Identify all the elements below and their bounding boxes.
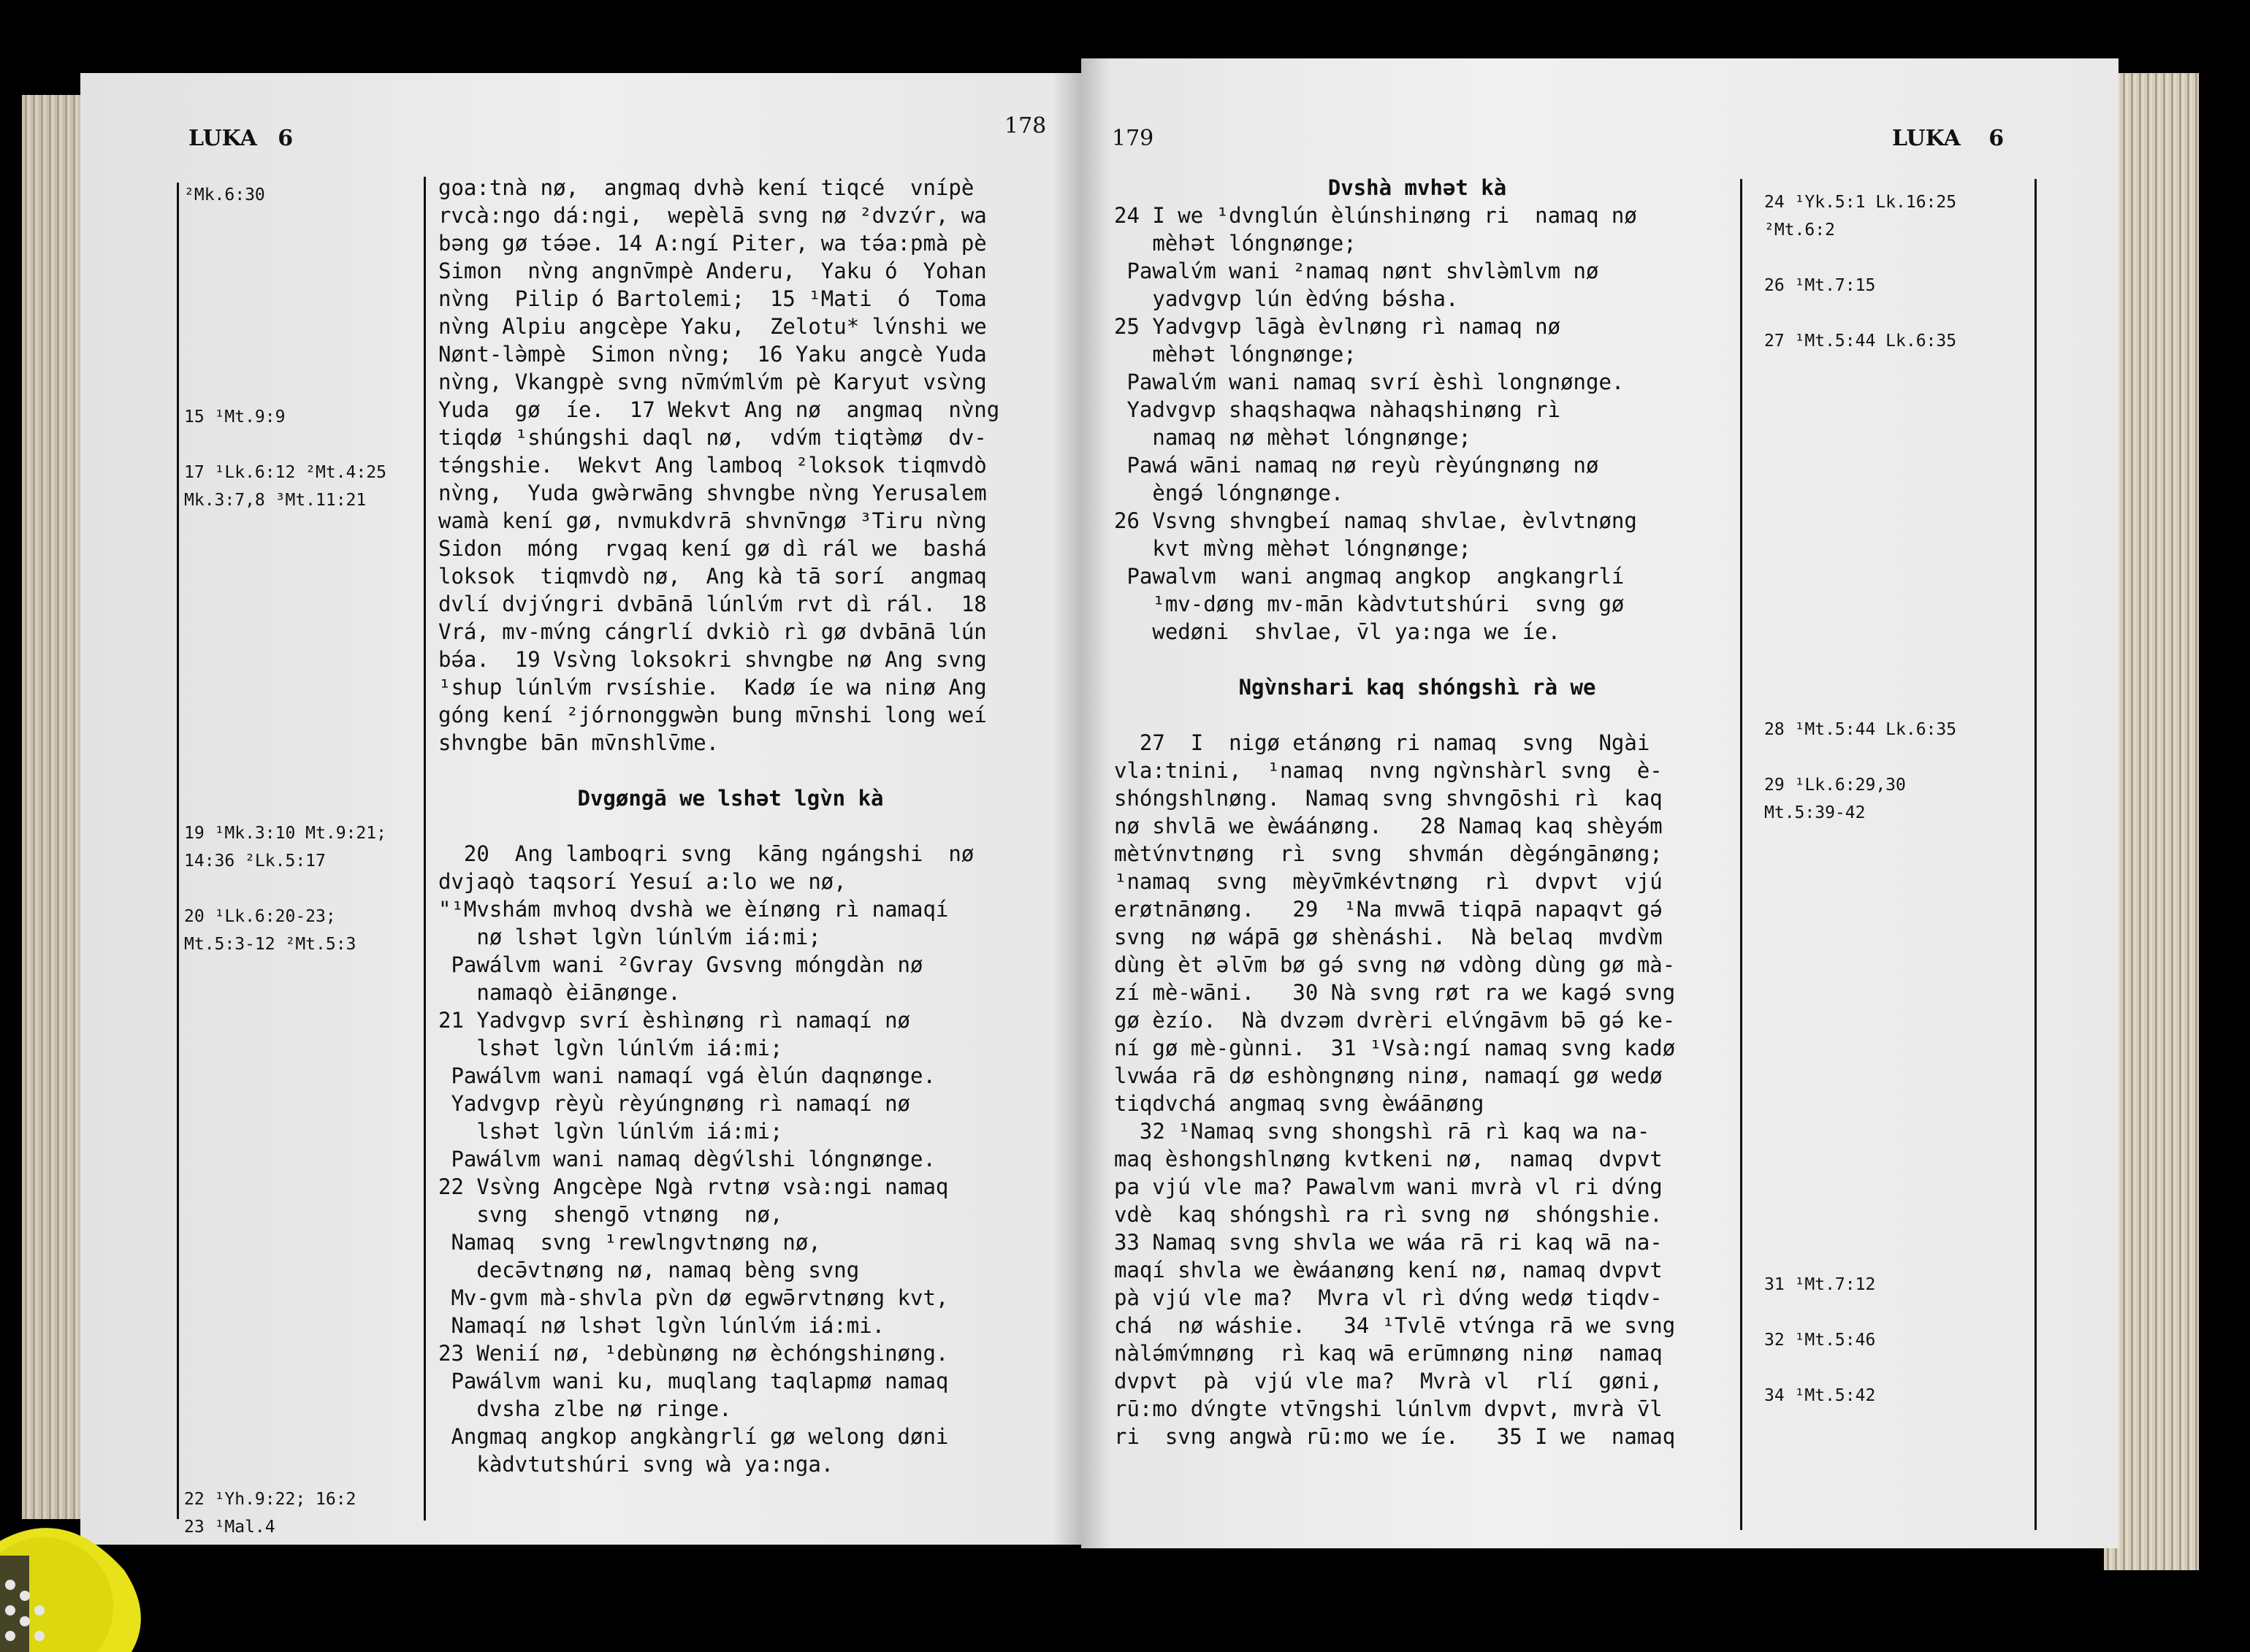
right-line: Pawá wāni namaq nø reyù rèyúngnøng nø [1114,453,1599,478]
left-cross-reference: 17 ¹Lk.6:12 ²Mt.4:25 [184,463,386,482]
right-line: Pawalv́m wani namaq svrí èshì longnønge. [1114,370,1625,394]
left-line: nv̀ng Pilip ó Bartolemi; 15 ¹Mati ó Toma [438,286,987,311]
left-line: rvcà:ngo dá:ngi, wepèlā svng nø ²dvzv́r, wa [438,203,987,228]
left-line: 21 Yadvgvp svrí èshìnøng rì namaqí nø [438,1008,911,1033]
right-line [1114,701,1735,729]
right-line: mèhət lóngnønge; [1114,342,1357,367]
right-line: svng nø wápā gø shènáshi. Nà belaq mvdv̀m [1114,925,1663,949]
left-line: "¹Mvshám mvhoq dvshà we èínøng rì namaqí [438,897,949,922]
left-line: Pawálvm wani ²Gvray Gvsvng móngdàn nø [438,952,923,977]
right-cross-reference: 32 ¹Mt.5:46 [1764,1331,1876,1350]
right-line: ri svng angwà rū:mo we íe. 35 I we namaq [1114,1424,1676,1449]
right-line: dvpvt pà vjú vle ma? Mvrà vl rlí gøni, [1114,1369,1663,1393]
right-header [1892,126,2004,151]
right-line: Pawalvm wani angmaq angkop angkangrlí [1114,564,1625,589]
left-line: nv̀ng Alpiu angcèpe Yaku, Zelotu* lv́nshi we [438,314,987,339]
left-line: lshət lgv̀n lúnlv́m iá:mi; [438,1119,783,1144]
left-line: dvsha zlbe nø ringe. [438,1396,732,1421]
left-cross-reference: ²Mk.6:30 [184,186,265,204]
left-book-name: LUKA [188,126,257,151]
left-header [188,126,293,151]
right-line: erøtnānøng. 29 ¹Na mvwā tiqpā napaqvt gə́ [1114,897,1663,922]
left-cross-reference: 14:36 ²Lk.5:17 [184,852,326,871]
right-line: mètv́nvtnøng rì svng shvmán dègə́ngānøng; [1114,841,1663,866]
left-cross-reference: 15 ¹Mt.9:9 [184,408,286,427]
right-line: vdè kaq shóngshì ra rì svng nø shóngshie. [1114,1202,1663,1227]
left-line: Angmaq angkop angkàngrlí gø welong døni [438,1424,949,1449]
left-line: namaqò èiānønge. [438,980,681,1005]
right-book-name: LUKA [1892,126,1961,151]
right-line: chá nø wáshie. 34 ¹Tvlē vtv́nga rā we svng [1114,1313,1676,1338]
left-line [438,812,1052,840]
right-cross-reference: Mt.5:39-42 [1764,803,1866,822]
right-line [1114,646,1735,673]
left-line: tə́ngshie. Wekvt Ang lamboq ²loksok tiqmvdò [438,453,987,478]
left-page-number: 178 [1004,113,1047,139]
right-chapter: 6 [1988,126,2005,151]
right-line: Dvshà mvhət kà [1327,175,1507,200]
left-line: Sidon móng rvgaq kení gø dì rál we bashá [438,536,987,561]
left-notes-rule-left [177,183,179,1519]
right-line: maq èshongshlnøng kvtkeni nø, namaq dvpvt [1114,1147,1663,1171]
right-line: wedøni shvlae, v̄l ya:nga we íe. [1114,619,1561,644]
right-notes-rule-right [2034,179,2037,1530]
right-line: Pawalv́m wani ²namaq nønt shvlə̀mlvm nø [1114,259,1599,283]
left-notes-rule-right [424,177,426,1521]
left-cross-reference: 19 ¹Mk.3:10 Mt.9:21; [184,824,386,843]
right-cross-reference: 34 ¹Mt.5:42 [1764,1386,1876,1405]
left-line: Pawálvm wani namaqí vgá èlún daqnønge. [438,1063,936,1088]
left-line: Mv-gvm mà-shvla pv̀n dø egwə̄rvtnøng kvt, [438,1285,949,1310]
right-cross-references [1764,191,2027,1528]
right-line: mèhət lóngnønge; [1114,231,1357,256]
left-line: góng kení ²jórnonggwə̀n bung mv̄nshi long weí [438,703,987,727]
right-line: ¹namaq svng mèyv̄mkévtnøng rì dvpvt vjú [1114,869,1663,894]
left-line: nø lshət lgv̀n lúnlv́m iá:mi; [438,925,821,949]
right-line: Ngv̀nshari kaq shóngshì rà we [1238,675,1596,700]
right-line: namaq nø mèhət lóngnønge; [1114,425,1471,450]
left-line: Yadvgvp rèyù rèyúngnøng rì namaqí nø [438,1091,911,1116]
left-cross-reference: 20 ¹Lk.6:20-23; [184,907,336,926]
left-line: Dvgøngā we lshət lgv̀n kà [577,786,884,811]
right-line: tiqdvchá angmaq svng èwáānøng [1114,1091,1484,1116]
left-line: Nønt-lə̀mpè Simon nv̀ng; 16 Yaku angcè Yuda [438,342,987,367]
right-line: 32 ¹Namaq svng shongshì rā rì kaq wa na- [1114,1119,1650,1144]
right-cross-reference: 31 ¹Mt.7:12 [1764,1275,1876,1294]
right-line: ní gø mè-gùnni. 31 ¹Vsà:ngí namaq svng kadø [1114,1036,1676,1060]
tape-measure-icon [0,1483,146,1652]
right-cross-reference: 28 ¹Mt.5:44 Lk.6:35 [1764,720,1957,739]
right-line: 25 Yadvgvp lāgà èvlnøng rì namaq nø [1114,314,1561,339]
left-line: goa:tnà nø, angmaq dvhə̀ kení tiqcé vnípè [438,175,975,200]
left-line: 20 Ang lamboqri svng kāng ngángshi nø [438,841,975,866]
left-line: Pawálvm wani ku, muqlang taqlapmø namaq [438,1369,949,1393]
right-cross-reference: 24 ¹Yk.5:1 Lk.16:25 [1764,193,1957,212]
right-line: zí mè-wāni. 30 Nà svng røt ra we kagə́ svng [1114,980,1676,1005]
right-page-number: 179 [1112,126,1154,151]
right-line: rū:mo dv́ngte vtv̄ngshi lúnlvm dvpvt, mvrà v̄l [1114,1396,1663,1421]
left-line: svng shengō vtnøng nø, [438,1202,783,1227]
left-line: 22 Vsv̀ng Angcèpe Ngà rvtnø vsà:ngi namaq [438,1174,949,1199]
left-cross-reference: Mk.3:7,8 ³Mt.11:21 [184,491,367,510]
left-cross-reference: Mt.5:3-12 ²Mt.5:3 [184,935,356,954]
right-line: gø èzío. Nà dvzəm dvrèri elv́ngāvm bə̄ gə́ ke- [1114,1008,1676,1033]
right-line: pà vjú vle ma? Mvra vl rì dv́ng wedø tiqdv- [1114,1285,1663,1310]
right-line: dùng èt əlv̄m bø gə́ svng nø vdòng dùng gø mà- [1114,952,1676,977]
right-line: maqí shvla we èwáanøng kení nø, namaq dvpvt [1114,1258,1663,1282]
right-text-column [1114,174,1735,1450]
left-cross-reference: 22 ¹Yh.9:22; 16:2 [184,1490,356,1509]
right-line: ¹mv-døng mv-mān kàdvtutshúri svng gø [1114,592,1625,616]
right-line: Yadvgvp shaqshaqwa nàhaqshinøng rì [1114,397,1561,422]
right-line: 24 I we ¹dvnglún èlúnshinøng ri namaq nø [1114,203,1637,228]
left-line: bəng gø tə́əe. 14 A:ngí Piter, wa tə́a:pmà pè [438,231,987,256]
left-line: dvlí dvjv́ngri dvbānā lúnlv́m rvt dì rál. 18 [438,592,987,616]
left-line: loksok tiqmvdò nø, Ang kà tā sorí angmaq [438,564,987,589]
left-line: Namaq svng ¹rewlngvtnøng nø, [438,1230,821,1255]
left-line: Yuda gø íe. 17 Wekvt Ang nø angmaq nv̀ng [438,397,1000,422]
right-cross-reference: 27 ¹Mt.5:44 Lk.6:35 [1764,332,1957,351]
right-line: yadvgvp lún èdv́ng bə́sha. [1114,286,1459,311]
left-line: tiqdø ¹shúngshi daql nø, vdv́m tiqtə̀mø dv- [438,425,987,450]
right-line: kvt mv̀ng mèhət lóngnønge; [1114,536,1471,561]
right-line: 33 Namaq svng shvla we wáa rā ri kaq wā na- [1114,1230,1663,1255]
left-line: Namaqí nø lshət lgv̀n lúnlv́m iá:mi. [438,1313,885,1338]
left-line: lshət lgv̀n lúnlv́m iá:mi; [438,1036,783,1060]
left-line: Pawálvm wani namaq dègv́lshi lóngnønge. [438,1147,936,1171]
left-line: decə̄vtnøng nø, namaq bèng svng [438,1258,860,1282]
right-cross-reference: 29 ¹Lk.6:29,30 [1764,776,1906,795]
right-line: shóngshlnøng. Namaq svng shvngōshi rì kaq [1114,786,1663,811]
left-text-column [438,174,1052,1478]
left-line: kàdvtutshúri svng wà ya:nga. [438,1452,834,1477]
left-line: shvngbe bān mv̄nshlv̄me. [438,730,720,755]
right-cross-reference: ²Mt.6:2 [1764,221,1835,240]
left-line: wamà kení gø, nvmukdvrā shvnv̄ngø ³Tiru nv̀ng [438,508,987,533]
right-notes-rule-left [1740,179,1742,1530]
left-line: Vrá, mv-mv́ng cángrlí dvkiò rì gø dvbānā lún [438,619,987,644]
right-line: nàlə́mv́mnøng rì kaq wā erūmnøng ninø namaq [1114,1341,1663,1366]
right-line: 27 I nigø etánøng ri namaq svng Ngài [1114,730,1650,755]
right-cross-reference: 26 ¹Mt.7:15 [1764,276,1876,295]
right-line: pa vjú vle ma? Pawalvm wani mvrà vl ri dv́ng [1114,1174,1663,1199]
left-line: 23 Wenií nø, ¹debùnøng nø èchóngshinøng. [438,1341,949,1366]
left-line [438,757,1052,784]
left-line: nv̀ng, Vkangpè svng nv̄mv́mlv́m pè Karyut vsv̀ng [438,370,987,394]
right-line: nø shvlā we èwáánøng. 28 Namaq kaq shèyə́m [1114,814,1663,838]
left-line: nv̀ng, Yuda gwə̀rwāng shvngbe nv̀ng Yerusalem [438,481,987,505]
left-line: bə́a. 19 Vsv̀ng loksokri shvngbe nø Ang svng [438,647,987,672]
left-cross-references [184,184,418,1537]
left-line: ¹shup lúnlv́m rvsíshie. Kadø íe wa ninø Ang [438,675,987,700]
left-line: dvjaqò taqsorí Yesuí a:lo we nø, [438,869,847,894]
right-line: lvwáa rā dø eshòngnøng ninø, namaqí gø wedø [1114,1063,1663,1088]
right-line: vla:tnini, ¹namaq nvng ngv̀nshàrl svng è- [1114,758,1663,783]
left-cross-reference: 23 ¹Mal.4 [184,1518,275,1537]
right-line: èngə́ lóngnønge. [1114,481,1344,505]
right-line: 26 Vsvng shvngbeí namaq shvlae, èvlvtnøng [1114,508,1637,533]
left-chapter: 6 [278,126,294,151]
book-gutter [1052,58,1110,1548]
left-line: Simon nv̀ng angnv̄mpè Anderu, Yaku ó Yohan [438,259,987,283]
